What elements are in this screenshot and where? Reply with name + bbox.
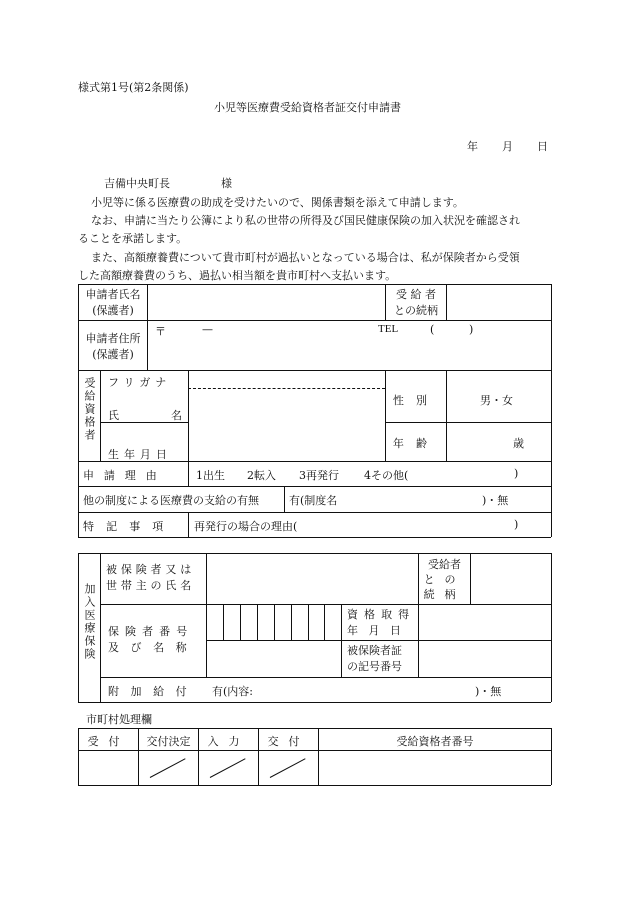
office-section-label: 市町村処理欄 — [86, 713, 152, 726]
reason-label: 申請理由 — [83, 469, 167, 482]
insured-name-field[interactable] — [207, 554, 418, 604]
birthdate-label: 生年月日 — [108, 448, 172, 461]
tel-open: ( — [430, 323, 435, 336]
office-header-recipient-number: 受給資格者番号 — [396, 735, 474, 748]
addressee-name: 吉備中央町長 — [104, 177, 170, 190]
gender-label: 性別 — [392, 394, 440, 407]
other-system-value[interactable]: 有(制度名 — [289, 494, 338, 507]
recipient-number-field[interactable] — [319, 751, 551, 785]
paragraph-3-line-1: また、高額療養費について貴市町村が過払いとなっている場合は、私が保険者から受領 — [91, 251, 520, 264]
name-field[interactable] — [189, 389, 385, 422]
benefit-suffix[interactable]: )・無 — [475, 685, 502, 698]
qualified-date-field[interactable] — [419, 605, 551, 640]
relation-field-2[interactable] — [471, 554, 551, 604]
form-title: 小児等医療費受給資格者証交付申請書 — [214, 101, 401, 114]
tel-close: ) — [469, 323, 474, 336]
addressee-honorific: 様 — [221, 177, 232, 190]
birthdate-field[interactable] — [189, 423, 385, 461]
gender-value[interactable]: 男・女 — [480, 394, 513, 407]
benefit-label: 附加給付 — [108, 685, 199, 698]
insurance-vertical-label: 加入医療保険 — [83, 583, 96, 661]
office-header-issue: 交付 — [267, 735, 310, 748]
date-year: 年 — [467, 140, 478, 153]
paragraph-2-line-2: ることを承諾します。 — [78, 232, 188, 245]
insured-name-label: 被保険者又は 世帯主の氏名 — [106, 563, 196, 592]
reason-1[interactable]: 1出生 — [196, 469, 225, 482]
card-number-field[interactable] — [419, 641, 551, 677]
relation-label: 受 給 者 との続柄 — [394, 288, 438, 317]
notes-value[interactable]: 再発行の場合の理由( — [194, 520, 298, 533]
office-header-input: 入力 — [207, 735, 250, 748]
name-label: 氏 名 — [108, 409, 182, 422]
office-header-reception: 受付 — [87, 735, 130, 748]
tel-label: TEL — [378, 323, 399, 335]
insurer-label: 保険者番号 及び名称 — [108, 625, 199, 654]
insurer-number-field[interactable] — [207, 605, 341, 640]
date-day: 日 — [537, 140, 548, 153]
furigana-field[interactable] — [189, 371, 385, 388]
paragraph-1: 小児等に係る医療費の助成を受けたいので、関係書類を添えて申請します。 — [91, 196, 464, 209]
office-header-decision: 交付決定 — [146, 735, 191, 748]
paragraph-2-line-1: なお、申請に当たり公簿により私の世帯の所得及び国民健康保険の加入状況を確認され — [91, 214, 520, 227]
paragraph-3-line-2: した高額療養費のうち、過払い相当額を貴市町村へ支払います。 — [78, 269, 397, 282]
other-system-suffix[interactable]: )・無 — [482, 494, 509, 507]
postal-mark: 〒 — [155, 325, 166, 338]
relation-label-2: 受給者 との 続柄 — [423, 558, 466, 601]
postal-dash: — — [202, 323, 213, 336]
recipient-vertical-label: 受給資格者 — [83, 377, 96, 442]
address-label: 申請者住所 (保護者) — [85, 332, 141, 361]
reason-close: ) — [514, 467, 519, 480]
insurer-name-field[interactable] — [207, 641, 341, 677]
relation-field[interactable] — [447, 285, 551, 320]
card-number-label: 被保険者証 の記号番号 — [347, 644, 402, 673]
age-label: 年齢 — [392, 437, 440, 450]
reason-2[interactable]: 2転入 — [247, 469, 276, 482]
form-number: 様式第1号(第2条関係) — [78, 81, 189, 94]
age-unit: 歳 — [513, 437, 524, 450]
applicant-name-field[interactable] — [148, 285, 385, 320]
other-system-label: 他の制度による医療費の支給の有無 — [83, 494, 259, 507]
benefit-value[interactable]: 有(内容: — [212, 685, 253, 698]
date-month: 月 — [502, 140, 513, 153]
reason-3[interactable]: 3再発行 — [299, 469, 339, 482]
furigana-label: フリガナ — [108, 376, 172, 389]
qualified-date-label: 資格取得 年月日 — [347, 608, 416, 637]
notes-label: 特記事項 — [83, 520, 176, 533]
reason-4[interactable]: 4その他( — [364, 469, 409, 482]
applicant-name-label: 申請者氏名 (保護者) — [85, 288, 141, 317]
notes-close: ) — [514, 518, 519, 531]
